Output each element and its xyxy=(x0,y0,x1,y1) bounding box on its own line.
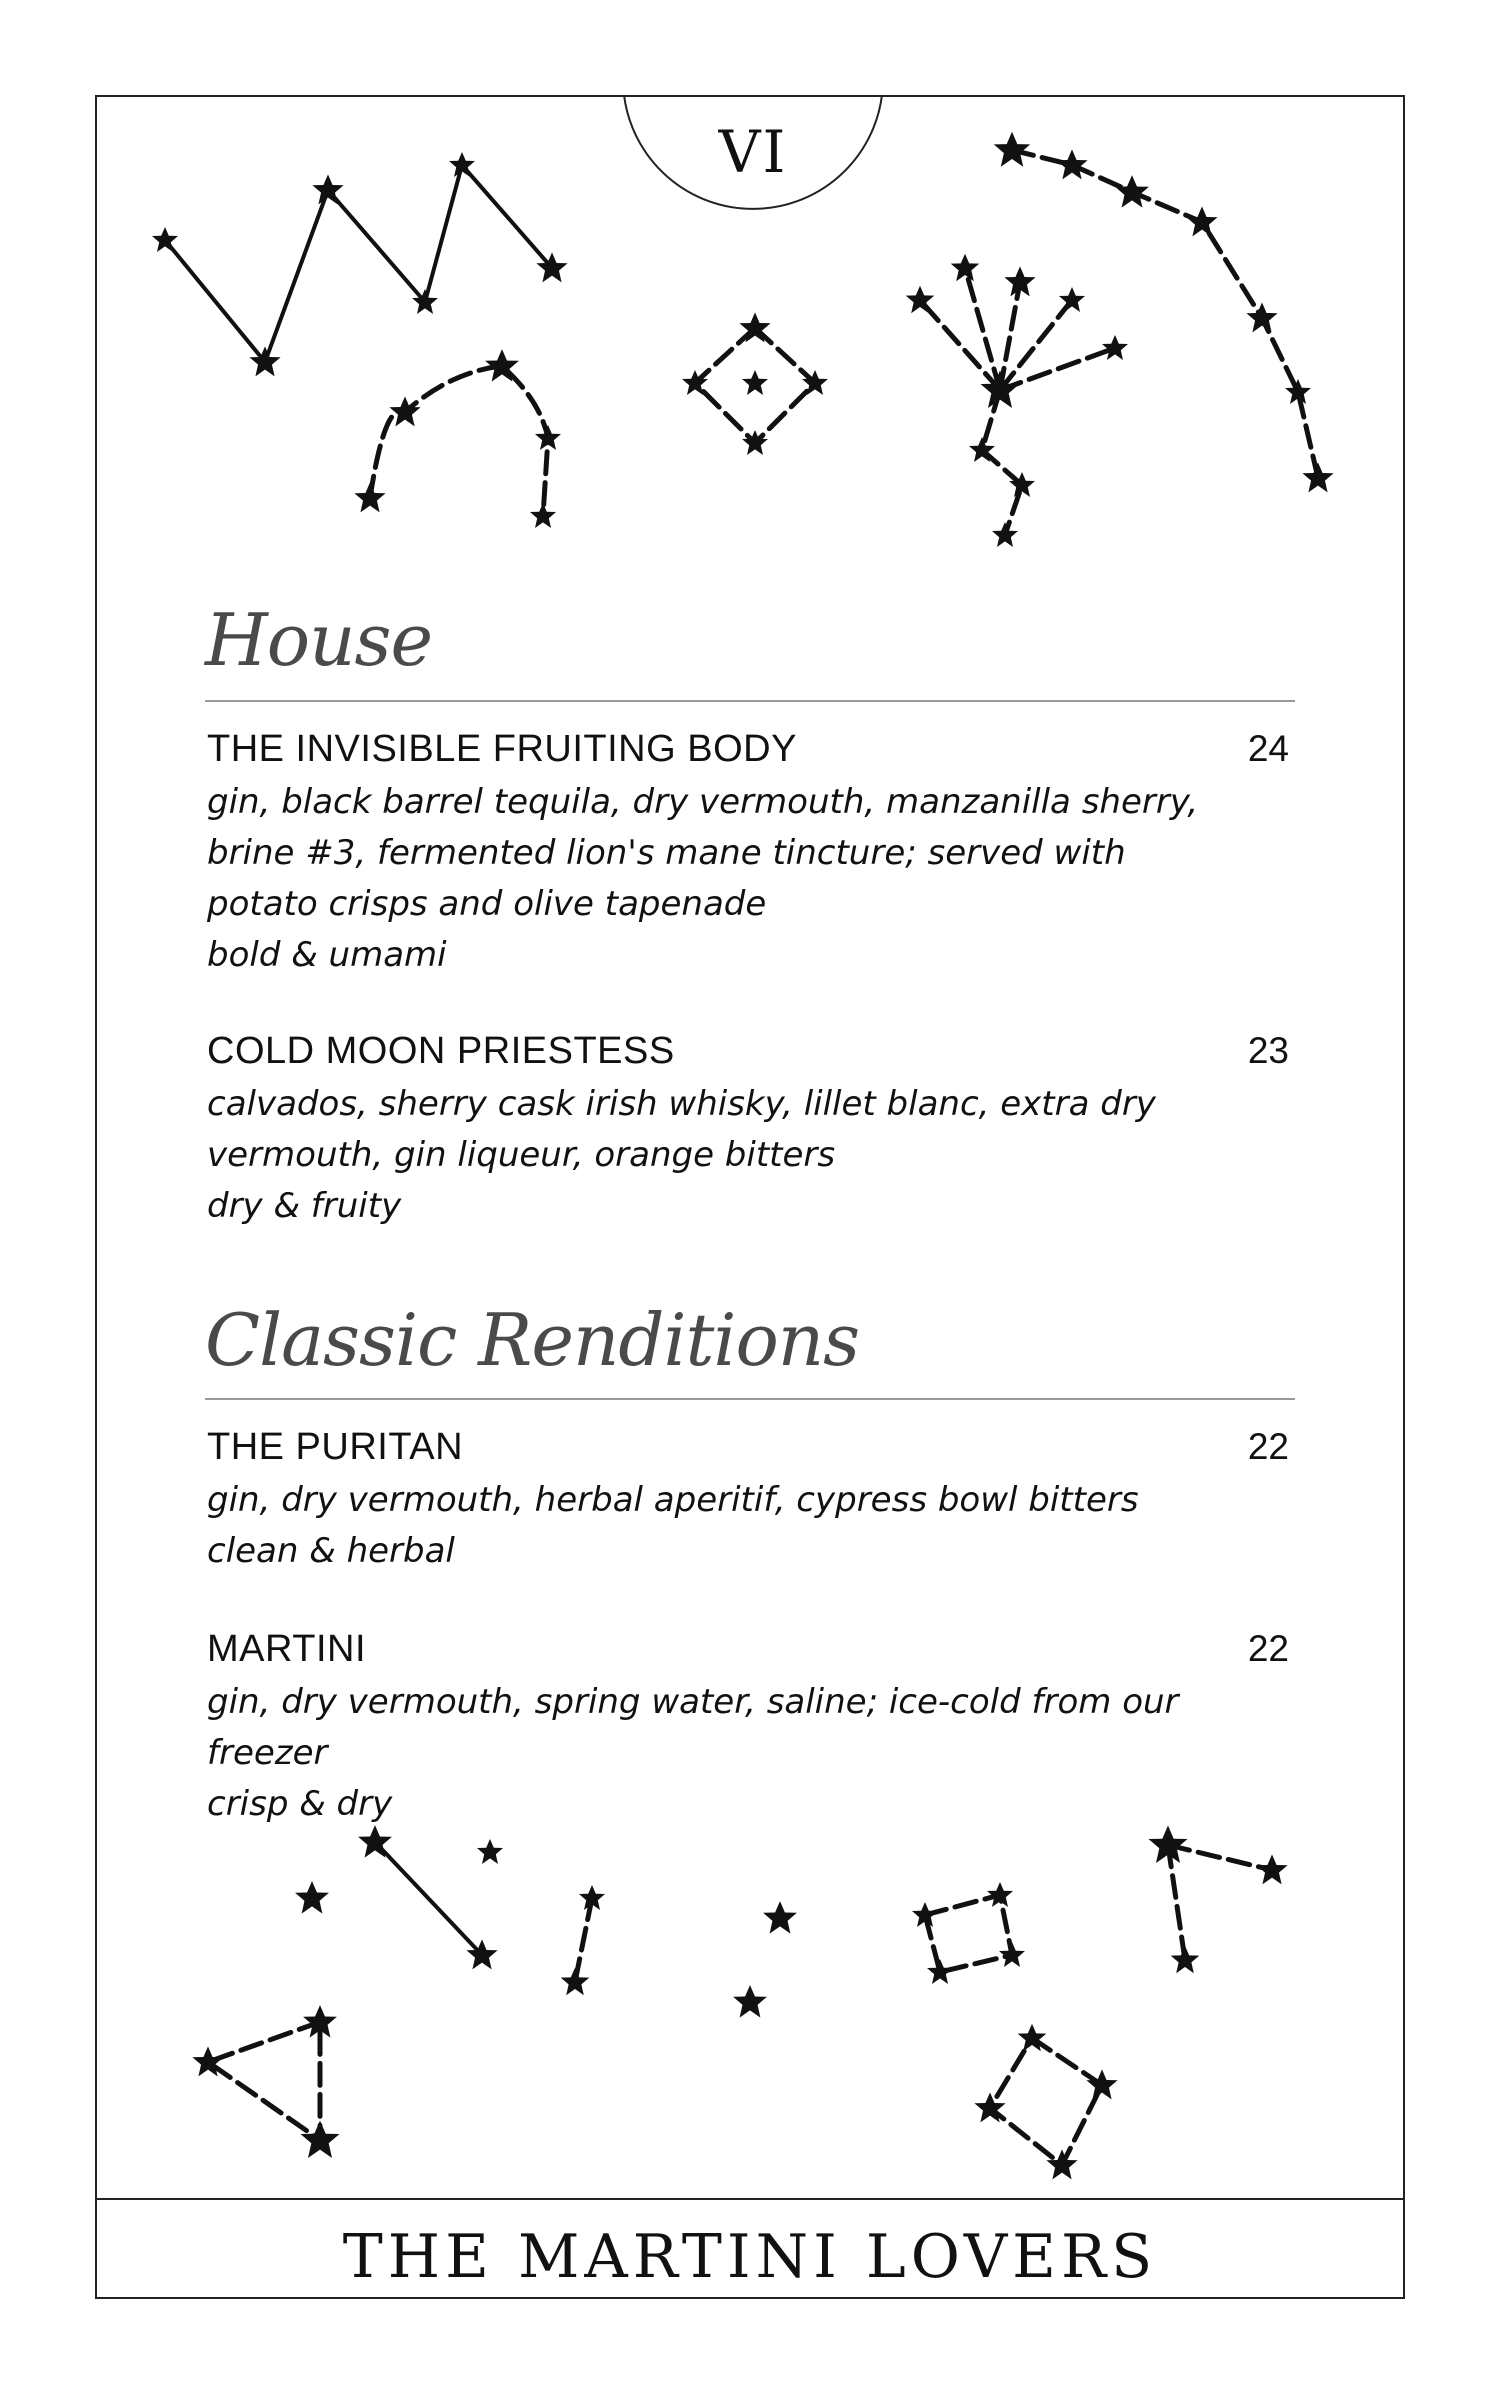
section-title-classic-renditions: Classic Renditions xyxy=(205,1298,860,1382)
item-notes: bold & umami xyxy=(207,935,447,975)
item-description: gin, dry vermouth, spring water, saline; ice-cold from our freezer xyxy=(207,1682,1179,1773)
item-name: THE INVISIBLE FRUITING BODY xyxy=(207,728,797,770)
item-price: 23 xyxy=(1247,1030,1289,1071)
item-notes: dry & fruity xyxy=(207,1186,402,1226)
card-numeral: VI xyxy=(718,118,788,186)
item-notes: crisp & dry xyxy=(207,1784,393,1824)
menu-item xyxy=(207,728,1297,981)
item-description: calvados, sherry cask irish whisky, lillet blanc, extra dry vermouth, gin liqueur, orange bitters xyxy=(207,1084,1156,1175)
card-title: THE MARTINI LOVERS xyxy=(342,2222,1158,2292)
item-description: gin, black barrel tequila, dry vermouth, manzanilla sherry, brine #3, fermented lion's mane tincture; served with potato crisps and olive tapenade xyxy=(207,782,1199,924)
section-divider xyxy=(205,700,1295,702)
item-notes: clean & herbal xyxy=(207,1531,455,1571)
item-price: 24 xyxy=(1247,728,1289,769)
section-title-house: House xyxy=(205,598,433,682)
footer-divider xyxy=(95,2198,1405,2200)
item-name: THE PURITAN xyxy=(207,1426,464,1468)
item-description: gin, dry vermouth, herbal aperitif, cypress bowl bitters xyxy=(207,1480,1139,1520)
menu-item xyxy=(207,1426,1297,1577)
section-divider xyxy=(205,1398,1295,1400)
item-name: COLD MOON PRIESTESS xyxy=(207,1030,675,1072)
menu-item xyxy=(207,1628,1297,1830)
item-price: 22 xyxy=(1247,1426,1289,1467)
menu-item xyxy=(207,1030,1297,1232)
item-price: 22 xyxy=(1247,1628,1289,1669)
item-name: MARTINI xyxy=(207,1628,367,1670)
